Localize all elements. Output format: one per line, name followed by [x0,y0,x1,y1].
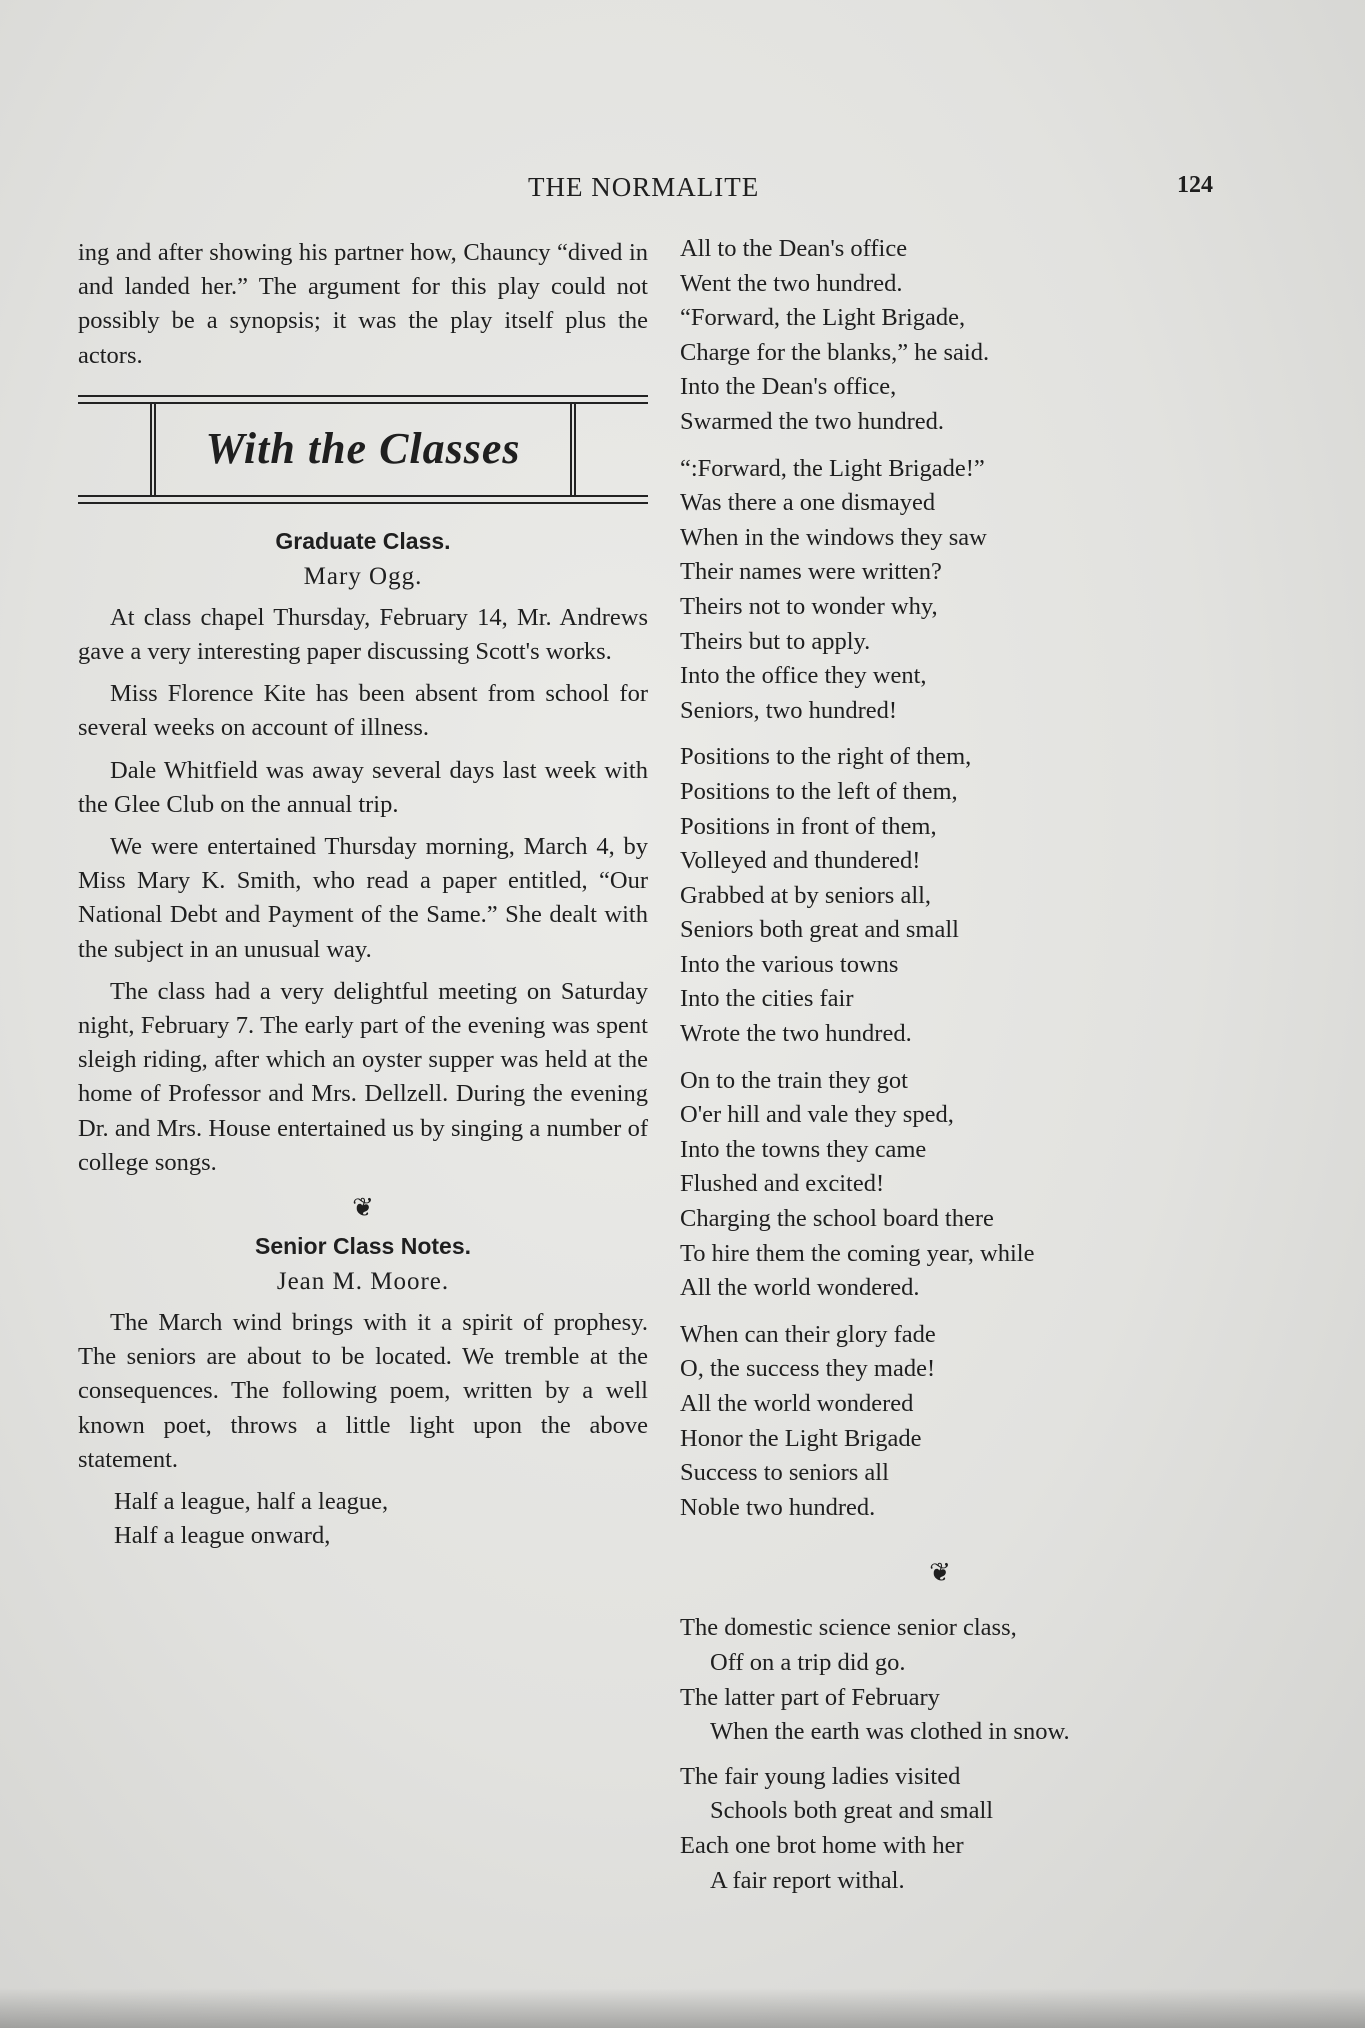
poem-line: Into the office they went, [680,662,927,690]
poem-line: Theirs not to wonder why, [680,592,938,620]
poem-line: Their names were written? [680,558,942,586]
poem-line: Seniors, two hundred! [680,696,898,724]
senior-class-byline: Jean M. Moore. [276,1268,450,1296]
senior-class-heading: Senior Class Notes. [254,1233,472,1260]
poem-line: A fair report withal. [710,1866,905,1894]
poem-line: Theirs but to apply. [680,627,871,655]
section-ornament-icon: ❦ [352,1193,374,1223]
verse-line: Half a league, half a league, [114,1488,389,1516]
poem-line: When can their glory fade [680,1320,936,1348]
domestic-science-poem [680,1611,1200,1898]
poem-line: Into the various towns [680,950,899,978]
senior-paragraph: The March wind brings with it a spirit of prophesy. The seniors are about to be located. We tremble at the consequences. The following poem, written by a well known poet, throws a little light upon the above statement. [78,1309,648,1473]
graduate-paragraph: The class had a very delightful meeting on Saturday night, February 7. The early part of the evening was spent sleigh riding, after which an oyster supper was held at the home of Professor and Mrs. Dellzell. During the evening Dr. and Mrs. House entertained us by singing a number of college songs. [78,977,648,1176]
poem-stanza [680,1760,1200,1898]
poem-line: Positions in front of them, [680,812,937,840]
poem-stanza [680,740,1200,1051]
right-column [680,232,1200,1908]
graduate-class-byline: Mary Ogg. [303,562,423,590]
banner-box [150,403,576,495]
poem-line: Went the two hundred. [680,269,903,297]
poem-line: Flushed and excited! [680,1170,885,1198]
poem-line: Positions to the right of them, [680,743,972,771]
poem-line: The latter part of February [680,1683,940,1711]
poem-line: All the world wondered [680,1390,914,1417]
poem-line: Honor the Light Brigade [680,1424,922,1452]
page-header [0,172,1365,212]
verse-line: Half a league onward, [114,1522,331,1550]
poem-line: Noble two hundred. [680,1493,876,1521]
poem-line: To hire them the coming year, while [680,1239,1035,1267]
page-number: 124 [1177,172,1213,198]
poem-line: Swarmed the two hundred. [680,407,944,435]
poem-line: Schools both great and small [710,1797,994,1825]
poem-line: Wrote the two hundred. [680,1020,912,1048]
poem-line: Success to seniors all [680,1459,889,1487]
poem-line: “:Forward, the Light Brigade!” [680,454,985,482]
publication-title: THE NORMALITE [528,172,760,202]
poem-line: “Forward, the Light Brigade, [680,304,966,332]
poem-line: Seniors both great and small [680,916,959,944]
graduate-paragraph: Dale Whitfield was away several days last week with the Glee Club on the annual trip. [78,756,648,818]
poem-line: Each one brot home with her [680,1831,964,1859]
poem-line: Volleyed and thundered! [680,847,921,875]
poem-line: Charging the school board there [680,1205,994,1233]
poem-stanza [680,452,1200,729]
poem-line: When in the windows they saw [680,523,987,551]
banner-title: With the Classes [205,424,521,474]
poem-line: When the earth was clothed in snow. [710,1718,1070,1746]
intro-paragraph: ing and after showing his partner how, Chauncy “dived in and landed her.” The argument for this play could not possibly be a synopsis; it was the play itself plus the actors. [78,239,648,369]
graduate-paragraph: We were entertained Thursday morning, March 4, by Miss Mary K. Smith, who read a paper entitled, “Our National Debt and Payment of the Same.” She dealt with the subject in an unusual way. [78,833,648,963]
light-brigade-poem [680,232,1200,1525]
section-ornament-icon: ❦ [929,1558,951,1588]
poem-line: Charge for the blanks,” he said. [680,338,990,366]
poem-line: Was there a one dismayed [680,489,936,517]
banner-rule [78,502,648,504]
poem-line: O, the success they made! [680,1355,936,1383]
poem-stanza [680,232,1200,440]
poem-line: Off on a trip did go. [710,1648,906,1676]
poem-line: All to the Dean's office [680,235,908,262]
poem-line: All the world wondered. [680,1274,920,1302]
poem-stanza [680,1064,1200,1306]
banner-rule [78,395,648,397]
poem-line: Into the towns they came [680,1135,927,1163]
poem-line: Positions to the left of them, [680,777,958,805]
poem-line: Grabbed at by seniors all, [680,881,932,909]
poem-line: Into the cities fair [680,985,854,1013]
poem-line: The fair young ladies visited [680,1762,961,1790]
poem-line: O'er hill and vale they sped, [680,1101,954,1129]
poem-line: The domestic science senior class, [680,1614,1017,1642]
banner-rule [78,495,648,497]
left-column [78,236,648,1554]
graduate-paragraph: At class chapel Thursday, February 14, Mr. Andrews gave a very interesting paper discussing Scott's works. [78,603,648,666]
poem-line: Into the Dean's office, [680,373,897,401]
poem-stanza [680,1318,1200,1526]
poem-line: On to the train they got [680,1066,908,1094]
section-banner [78,395,648,517]
graduate-paragraph: Miss Florence Kite has been absent from school for several weeks on account of illness. [78,680,648,742]
graduate-class-heading: Graduate Class. [275,527,451,554]
poem-stanza [680,1611,1200,1749]
